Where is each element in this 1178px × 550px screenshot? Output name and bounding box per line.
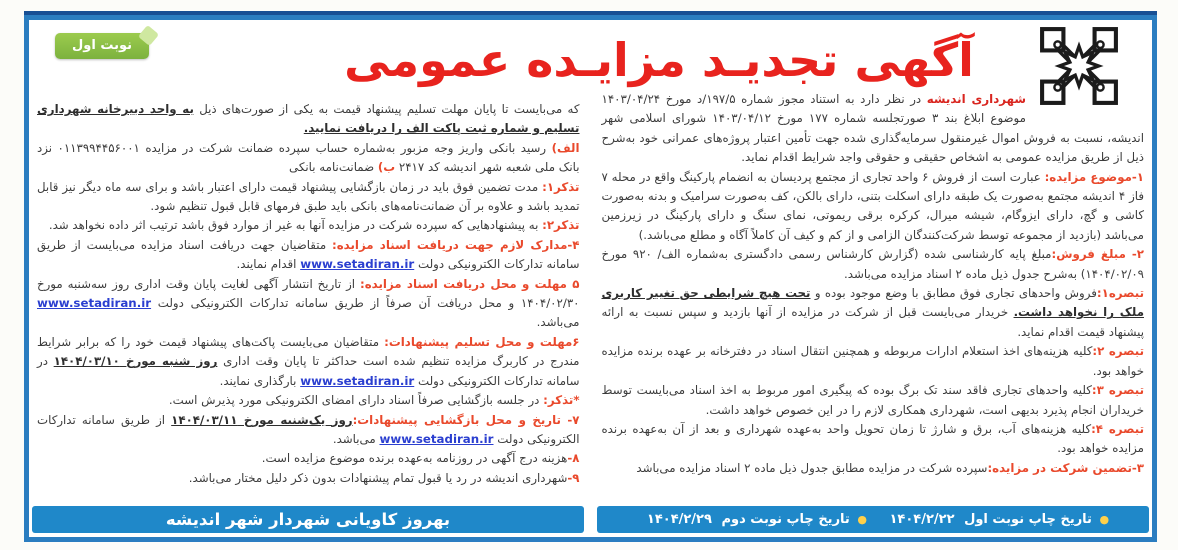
- text-segment: ۱-موضوع مزایده:: [1044, 169, 1144, 184]
- edition-badge: [55, 33, 149, 59]
- column-right: [602, 90, 1145, 497]
- text-segment: به واحد دبیرخانه شهرداری تسلیم و شماره ثبت پاکت الف را دریافت نمایید.: [37, 102, 580, 136]
- text-segment: متقاضیان جهت دریافت اسناد مزایده می‌بایست از طریق سامانه تدارکات الکترونیکی دولت: [37, 237, 580, 272]
- text-segment: عبارت است از فروش ۶ واحد تجاری از مجتمع پردیسان به انضمام پارکینگ واقع در محله ۷ فاز ۴ اندیشه مجتمع به‌صورت یک طبقه دارای اسکلت بتنی، دارای بالکن، کف به‌صورت سرامیک و بدنه به‌صورت کاشی و گچ، دارای ایزوگام، شیشه میرال، کرکره برقی ریموتی، نمای سنگ و دارای پارکینگ در زیرزمین می‌باشد (بازدید از مجموعه توسط شرکت‌کنندگان الزامی و از کم و کیف آن کاملاً آگاه و مطلع می‌باشد.): [601, 169, 1144, 242]
- edition-badge-label: نوبت اول: [72, 38, 133, 53]
- print-date-second-value: ۱۴۰۴/۲/۲۹: [646, 512, 712, 527]
- paragraph-sale-price: [602, 245, 1145, 284]
- text-segment: فروش واحدهای تجاری فوق مطابق با وضع موجود بوده و: [810, 286, 1097, 301]
- paragraph-guarantee: [602, 459, 1145, 478]
- text-segment: هزینه درج آگهی در روزنامه به‌عهده برنده موضوع مزایده است.: [261, 451, 568, 466]
- text-segment: خریدار می‌بایست قبل از شرکت در مزایده از آنها بازدید و سپس نسبت به ارائه پیشنهاد قیمت اقدام نماید.: [601, 305, 1144, 339]
- paragraph-intro: [602, 90, 1145, 168]
- text-segment: تذکر۱:: [542, 179, 580, 194]
- text-segment: ۷- تاریخ و محل بازگشایی پیشنهادات:: [352, 412, 580, 427]
- paragraph-opening-date: [37, 411, 580, 450]
- setadiran-link[interactable]: www.setadiran.ir: [37, 296, 152, 311]
- ad-content: [29, 20, 1152, 537]
- setadiran-link[interactable]: www.setadiran.ir: [300, 373, 415, 388]
- paragraph-required-docs: [37, 236, 580, 275]
- text-segment: ۹-: [567, 470, 580, 485]
- text-segment: ۲- مبلغ فروش:: [1051, 247, 1144, 262]
- text-segment: روز یک‌شنبه مورخ ۱۴۰۴/۰۳/۱۱: [171, 412, 353, 427]
- text-segment: از طریق سامانه تدارکات الکترونیکی دولت: [37, 412, 580, 446]
- text-segment: تبصره ۳:: [1091, 383, 1145, 398]
- text-segment: تذکر۲:: [542, 218, 580, 233]
- paragraph-note-1: [602, 284, 1145, 342]
- paragraph-remark-2: [37, 216, 580, 235]
- text-segment: *تذکر:: [543, 393, 580, 408]
- column-left: [37, 90, 580, 497]
- paragraph-note-3: [602, 381, 1145, 420]
- paragraph-continuation: [37, 100, 580, 139]
- text-segment: شهرداری اندیشه: [926, 92, 1026, 106]
- text-segment: تبصره ۴:: [1091, 421, 1144, 436]
- text-segment: رسید بانکی واریز وجه مزبور به‌شماره حساب سپرده ضمانت شرکت در مزایده ۰۱۱۳۹۹۴۴۵۶۰۰۱ نزد بانک ملی شعبه شهر اندیشه کد ۲۴۱۷: [37, 140, 580, 175]
- text-segment: الف): [551, 140, 580, 155]
- text-segment: روز شنبه مورخ ۱۴۰۴/۰۳/۱۰: [53, 354, 218, 369]
- ad-body: [37, 90, 1144, 497]
- text-segment: می‌باشد.: [536, 315, 580, 330]
- setadiran-link[interactable]: www.setadiran.ir: [300, 257, 415, 272]
- paragraph-rejection-right: [37, 469, 580, 488]
- paragraph-doc-deadline: [37, 275, 580, 333]
- text-segment: سپرده شرکت در مزایده مطابق جدول ذیل ماده ۲ اسناد مزایده می‌باشد: [636, 460, 988, 475]
- print-date-first-label: تاریخ چاپ نوبت اول: [964, 512, 1092, 527]
- text-segment: ۶مهلت و محل تسلیم پیشنهادات:: [384, 334, 580, 349]
- print-date-second-label: تاریخ چاپ نوبت دوم: [721, 512, 850, 527]
- paragraph-note-2: [602, 342, 1145, 381]
- paragraph-remark-1: [37, 178, 580, 217]
- text-segment: متقاضیان می‌بایست پاکت‌های پیشنهاد قیمت خود را که برابر شرایط مندرج در کاربرگ مزایده تنظیم شده است حداکثر تا پایان وقت اداری: [37, 334, 580, 369]
- text-segment: مبلغ پایه کارشناسی شده (گزارش کارشناس رسمی دادگستری به‌شماره الف/ ۹۲۰ مورخ ۱۴۰۴/۰۲/۰۹) به‌شرح جدول ذیل ماده ۲ اسناد مزایده می‌باشد.: [601, 247, 1144, 281]
- logo-wrap-spacer: [1026, 90, 1144, 110]
- paragraph-ad-cost: [37, 449, 580, 468]
- mayor-signature-bar: [32, 506, 584, 533]
- text-segment: در جلسه بازگشایی صرفاً اسناد دارای امضای الکترونیکی مورد پذیرش است.: [168, 393, 544, 408]
- text-segment: کلیه هزینه‌های اخذ استعلام ادارات مربوطه و همچنین انتقال اسناد در دفترخانه بر عهده برنده مزایده خواهد بود.: [601, 344, 1144, 378]
- text-segment: ب): [377, 160, 396, 175]
- ad-frame: [24, 15, 1157, 542]
- bullet-icon: ●: [1099, 513, 1110, 526]
- print-dates-bar: [597, 506, 1149, 533]
- print-date-first-value: ۱۴۰۴/۲/۲۲: [889, 512, 955, 527]
- text-segment: در نظر دارد به استناد مجوز شماره ۱۹۷/۵/د مورخ ۱۴۰۳/۰۴/۲۴ موضوع ابلاغ بند ۳ صورتجلسه شماره ۱۷۷ مورخ ۱۴۰۳/۰۴/۱۲ شورای اسلامی شهر اندیشه، نسبت به فروش اموال غیرمنقول سرمایه‌گذاری شده جهت تأمین اعتبار پروژه‌های عمرانی خود به‌شرح ذیل از طریق مزایده عمومی به اشخاص حقیقی و حقوقی واجد شرایط اقدام نماید.: [601, 92, 1144, 165]
- text-segment: کلیه هزینه‌های آب، برق و شارژ تا زمان تحویل واحد به‌عهده شهرداری و بعد از آن به‌عهده برنده مزایده خواهد بود.: [601, 421, 1144, 456]
- text-segment: تبصره ۲:: [1092, 344, 1145, 359]
- text-segment: در سامانه تدارکات الکترونیکی دولت: [37, 354, 580, 388]
- text-segment: کلیه واحدهای تجاری فاقد سند تک برگ بوده که پیگیری امور مربوط به اخذ اسناد می‌بایست توسط خریداران انجام پذیرد بدیهی است، شهرداری همکاری لازم را در این خصوص خواهد داشت.: [601, 383, 1144, 417]
- text-segment: از تاریخ انتشار آگهی لغایت پایان وقت اداری روز سه‌شنبه مورخ ۱۴۰۴/۰۲/۳۰ و محل دریافت آن صرفاً از طریق سامانه تدارکات الکترونیکی دولت: [37, 276, 580, 311]
- paragraph-note-4: [602, 420, 1145, 459]
- text-segment: تحت هیچ شرایطی حق تغییر کاربری ملک را نخواهد داشت.: [601, 286, 1144, 320]
- text-segment: می‌باشد.: [332, 431, 380, 446]
- text-segment: ضمانت‌نامه بانکی: [289, 160, 378, 175]
- paragraph-subject: [602, 168, 1145, 246]
- text-segment: که می‌بایست تا پایان مهلت تسلیم پیشنهاد قیمت به یکی از صورت‌های ذیل: [193, 102, 580, 116]
- bullet-icon: ●: [857, 513, 867, 526]
- text-segment: بارگذاری نمایند.: [219, 373, 301, 388]
- text-segment: ۴-مدارک لازم جهت دریافت اسناد مزایده:: [331, 237, 580, 252]
- paragraph-remark-esign: [37, 391, 580, 410]
- text-segment: ۵ مهلت و محل دریافت اسناد مزایده:: [360, 276, 580, 291]
- text-segment: تبصره۱:: [1096, 286, 1144, 301]
- text-segment: مدت تضمین فوق باید در زمان بازگشایی پیشنهاد قیمت دارای اعتبار باشد و برای سه ماه دیگر نیز قابل تمدید باشد و علاوه بر آن ضمانت‌نامه‌های بانکی باید طبق فرمهای قابل قبول تنظیم شود.: [37, 179, 580, 214]
- ad-title: آگهی تجدیـد مزایـده عمومی: [344, 33, 974, 87]
- paragraph-submit-deadline: [37, 333, 580, 391]
- text-segment: شهرداری اندیشه در رد یا قبول تمام پیشنهادات بدون ذکر دلیل مختار می‌باشد.: [188, 470, 568, 485]
- text-segment: اقدام نمایند.: [236, 257, 301, 272]
- text-segment: به پیشنهادهایی که سپرده شرکت در مزایده آنها به غیر از موارد فوق باشد ترتیب اثر داده نخواهد شد.: [48, 218, 543, 233]
- text-segment: ۸-: [567, 451, 580, 466]
- paragraph-payment-options: [37, 139, 580, 178]
- mayor-signature-text: بهروز کاویانی شهردار شهر اندیشه: [165, 510, 451, 529]
- text-segment: ۳-تضمین شرکت در مزایده:: [987, 460, 1144, 475]
- setadiran-link[interactable]: www.setadiran.ir: [379, 431, 494, 446]
